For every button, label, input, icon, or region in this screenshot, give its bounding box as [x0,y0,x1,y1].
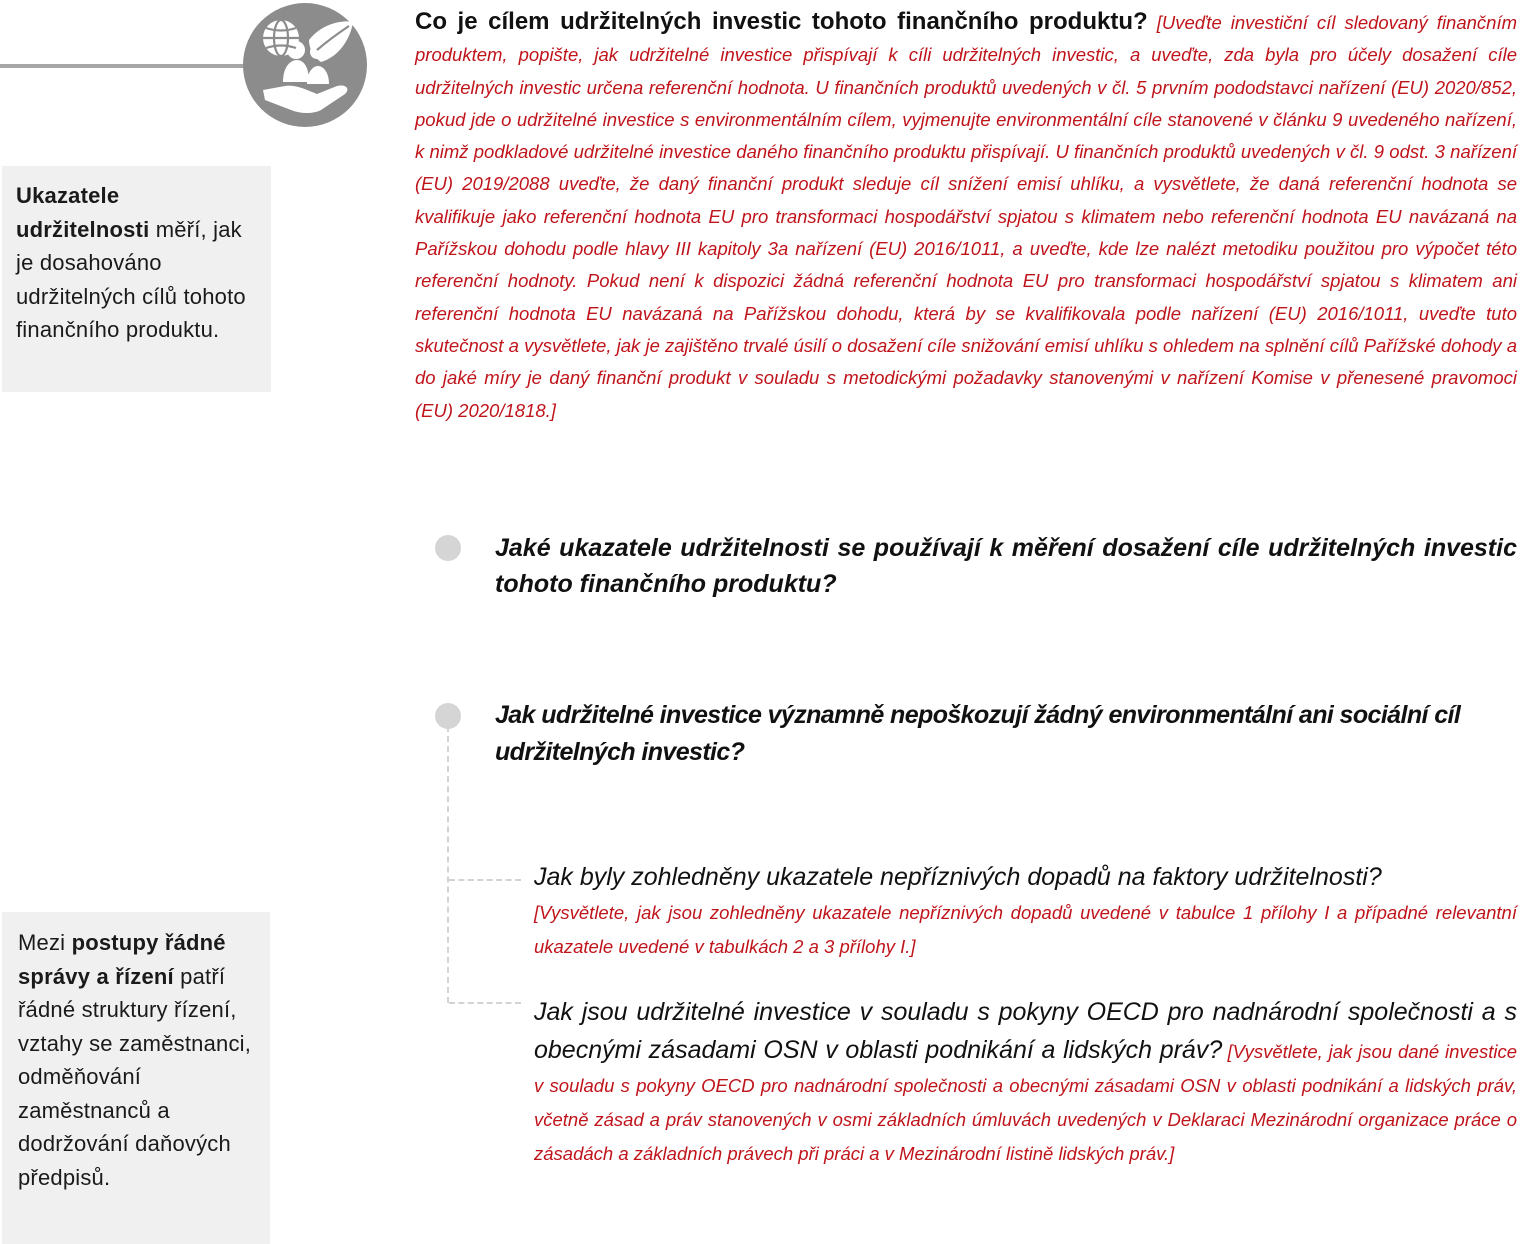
adverse-impacts-question: Jak byly zohledněny ukazatele nepříznivých dopadů na faktory udržitelnosti? [534,863,1382,891]
oecd-alignment-subsection [534,994,1517,1172]
note-prefix: Mezi [18,930,72,955]
no-harm-question: Jak udržitelné investice významně nepoškozují žádný environmentální ani sociální cíl udržitelných investic? [495,701,1461,766]
note-text: patří řádné struktury řízení, vztahy se zaměstnanci, odměňování zaměstnanců a dodržování daňových předpisů. [18,963,252,1190]
tree-connector-vertical [447,726,449,1003]
grey-circle-bullet-icon [435,535,461,561]
objective-section [415,6,1517,427]
objective-question: Co je cílem udržitelných investic tohoto finančního produktu? [415,8,1148,35]
oecd-alignment-instruction: [Vysvětlete, jak jsou dané investice v souladu s pokyny OECD pro nadnárodní společnosti a obecnými zásadami OSN v oblasti podnikání a lidských práv, včetně zásad a práv stanovených v osmi základních úmluvách uvedených v Deklaraci Mezinárodní organizace práce o zásadách a základních právech při práci a v Mezinárodní listině lidských práv.] [534,1041,1518,1164]
oecd-alignment-question: Jak jsou udržitelné investice v souladu s pokyny OECD pro nadnárodní společnosti a s obecnými zásadami OSN v oblasti podnikání a lidských práv? [534,998,1517,1064]
governance-practices-note [2,912,270,1244]
sustainability-emblem-icon [241,0,369,130]
tree-connector-branch [449,1002,521,1004]
note-term: Ukazatele udržitelnosti [16,183,150,242]
note-text: měří, jak je dosahováno udržitelných cílů tohoto finančního produktu. [16,216,246,342]
note-term: postupy řádné správy a řízení [18,930,226,989]
tree-connector-branch [449,879,521,881]
objective-instruction: [Uveďte investiční cíl sledovaný finančním produktem, popište, jak udržitelné investice přispívají k cíli udržitelných investic, a uveďte, zda byla pro účely dosažení cíle udržitelných investic určena referenční hodnota. U finančních produktů uvedených v čl. 5 prvním pododstavci nařízení (EU) 2020/852, pokud jde o udržitelné investice s environmentálním cílem, vyjmenujte environmentální cíle stanovené v článku 9 uvedeného nařízení, k nimž podkladové udržitelné investice daného finančního produktu přispívají. U finančních produktů uvedených v čl. 9 odst. 3 nařízení (EU) 2019/2088 uveďte, že daný finanční produkt sleduje cíl snížení emisí uhlíku, a vysvětlete, že daná referenční hodnota se kvalifikuje jako referenční hodnota EU pro transformaci hospodářství spjatou s klimatem nebo referenční hodnota EU navázaná na Pařížskou dohodu podle hlavy III kapitoly 3a nařízení (EU) 2016/1011, a uveďte, kde lze nalézt metodiku použitou pro výpočet této referenční hodnoty. Pokud není k dispozici žádná referenční hodnota EU pro transformaci hospodářství spjatou s klimatem ani referenční hodnota EU navázaná na Pařížskou dohodu, která by se kvalifikovala podle nařízení (EU) 2016/1011, uveďte tuto skutečnost a vysvětlete, jak je zajištěno trvalé úsilí o dosažení cíle snižování emisí uhlíku s ohledem na splnění cílů Pařížské dohody a do jaké míry je daný finanční produkt v souladu s metodickými požadavky stanovenými v nařízení Komise v přenesené pravomoci (EU) 2020/1818.] [415,12,1518,421]
adverse-impacts-subsection [534,858,1517,965]
header-rule [0,64,262,68]
sustainability-indicators-note [2,166,271,392]
adverse-impacts-instruction: [Vysvětlete, jak jsou zohledněny ukazatele nepříznivých dopadů uvedené v tabulce 1 přílohy I a případné relevantní ukazatele uvedené v tabulkách 2 a 3 přílohy I.] [534,902,1517,957]
indicators-question: Jaké ukazatele udržitelnosti se používají k měření dosažení cíle udržitelných investic tohoto finančního produktu? [495,534,1517,598]
